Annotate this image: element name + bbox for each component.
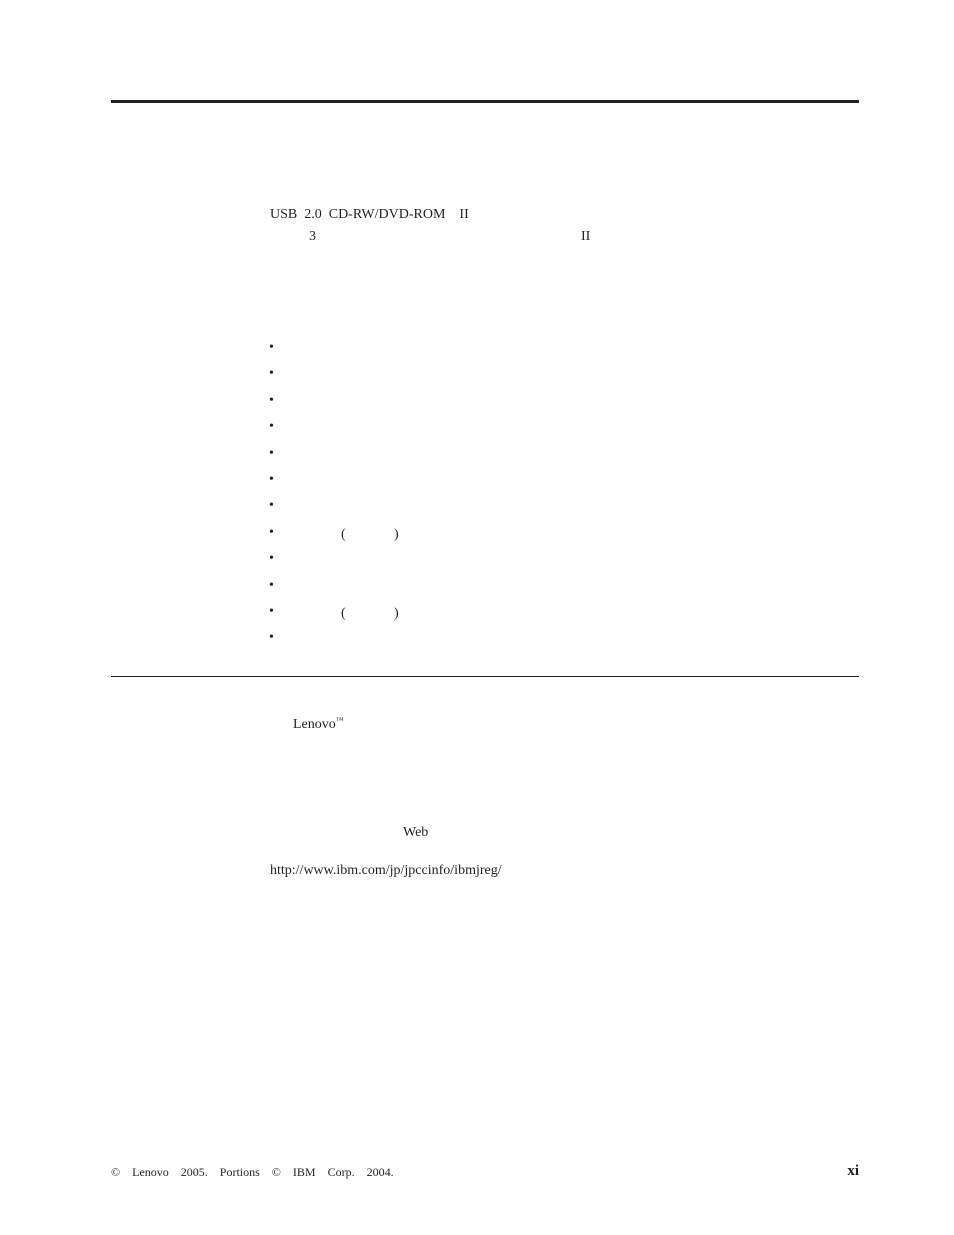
list-item-bullet: •: [269, 366, 274, 381]
list-item-bullet: •: [269, 630, 274, 645]
paren-open: (: [341, 527, 346, 542]
list-item-bullet: •: [269, 525, 274, 540]
paren-close: ): [394, 527, 399, 542]
list-item-bullet: •: [269, 419, 274, 434]
brand-name: Lenovo™: [293, 715, 344, 732]
trademark-symbol: ™: [335, 715, 344, 725]
list-item-bullet: •: [269, 498, 274, 513]
section-divider: [111, 676, 859, 677]
page-number: xi: [847, 1163, 859, 1179]
line-roman: II: [581, 229, 591, 244]
list-item-bullet: •: [269, 393, 274, 408]
paren-open: (: [341, 606, 346, 621]
list-item-bullet: •: [269, 551, 274, 566]
registration-url: http://www.ibm.com/jp/jpccinfo/ibmjreg/: [270, 863, 502, 878]
web-label: Web: [403, 825, 429, 840]
product-line: USB 2.0 CD-RW/DVD-ROM II: [270, 207, 469, 222]
paren-close: ): [394, 606, 399, 621]
list-item-bullet: •: [269, 472, 274, 487]
list-item-bullet: •: [269, 446, 274, 461]
list-item-bullet: •: [269, 340, 274, 355]
line-number: 3: [309, 229, 316, 244]
header-rule: [111, 100, 859, 103]
list-item-bullet: •: [269, 578, 274, 593]
list-item-bullet: •: [269, 604, 274, 619]
footer-copyright: © Lenovo 2005. Portions © IBM Corp. 2004.: [111, 1165, 394, 1179]
